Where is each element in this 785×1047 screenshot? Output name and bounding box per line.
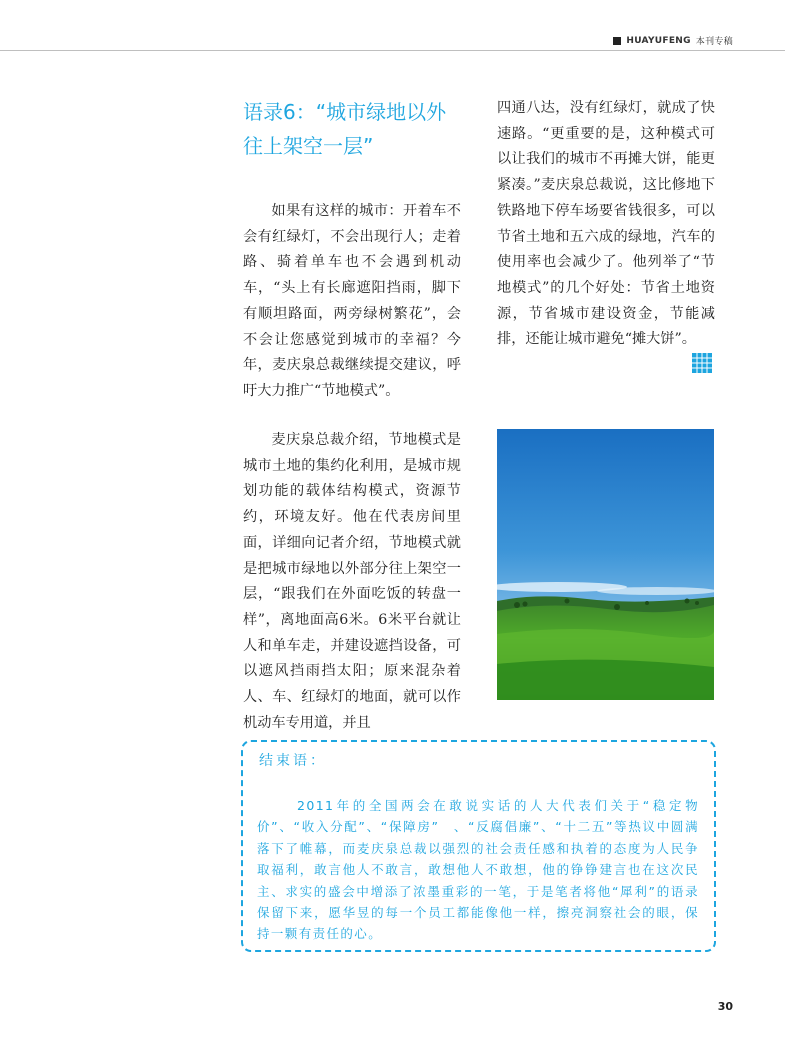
right-paragraph-text: 四通八达，没有红绿灯，就成了快速路。“更重要的是，这种模式可以让我们的城市不再摊大饼，能更紧凑。”麦庆泉总裁说，这比修地下铁路地下停车场要省钱很多，可以节省土地和五六成的绿地，汽车的使用率也会减少了。他列举了“节地模式”的几个好处：节省土地资源，节省城市建设资金，节能减排，还能让城市避免“摊大饼”。 [497,100,715,348]
conclusion-box [241,740,716,952]
grid-icon [692,353,712,373]
header-divider [0,50,785,51]
conclusion-text-body: 2011年的全国两会在敢说实话的人大代表们关于“稳定物价”、“收入分配”、“保障房” 、“反腐倡廉”、“十二五”等热议中圆满落下了帷幕，而麦庆泉总裁以强烈的社会责任感和执着的态度为人民争取福利，敢言他人不敢言，敢想他人不敢想，他的铮铮建言也在这次民主、求实的盛会中增添了浓墨重彩的一笔，于是笔者将他“犀利”的语录保留下来，愿华昱的每一个员工都能像他一样，擦亮洞察社会的眼，保持一颗有责任的心。 [257,798,699,942]
header-brand: HUAYUFENG [626,35,691,46]
header-square-icon [613,37,621,45]
header-section: 本刊专稿 [695,37,733,47]
right-paragraph [497,96,715,353]
title-line-2: 往上架空一层” [243,134,374,158]
article-title [243,95,478,163]
left-paragraph-1 [243,199,461,405]
running-header [613,34,733,47]
conclusion-text [257,795,699,945]
left-paragraph-2 [243,428,461,736]
title-line-1: 语录6：“城市绿地以外 [243,100,447,124]
left-paragraph-1-text: 如果有这样的城市：开着车不会有红绿灯，不会出现行人；走着路、骑着单车也不会遇到机动车，“头上有长廊遮阳挡雨，脚下有顺坦路面，两旁绿树繁花”，会不会让您感觉到城市的幸福？今年，麦庆泉总裁继续提交建议，呼吁大力推广“节地模式”。 [243,203,461,399]
conclusion-title: 结束语： [259,753,327,769]
page-number: 30 [717,1000,733,1013]
left-paragraph-2-text: 麦庆泉总裁介绍，节地模式是城市土地的集约化利用，是城市规划功能的载体结构模式，资源节约，环境友好。他在代表房间里面，详细向记者介绍，节地模式就是把城市绿地以外部分往上架空一层，“跟我们在外面吃饭的转盘一样”，离地面高6米。6米平台就让人和单车走，并建设遮挡设备，可以遮风挡雨挡太阳；原来混杂着人、车、红绿灯的地面，就可以作机动车专用道，并且 [243,432,461,731]
landscape-photo [497,429,714,700]
